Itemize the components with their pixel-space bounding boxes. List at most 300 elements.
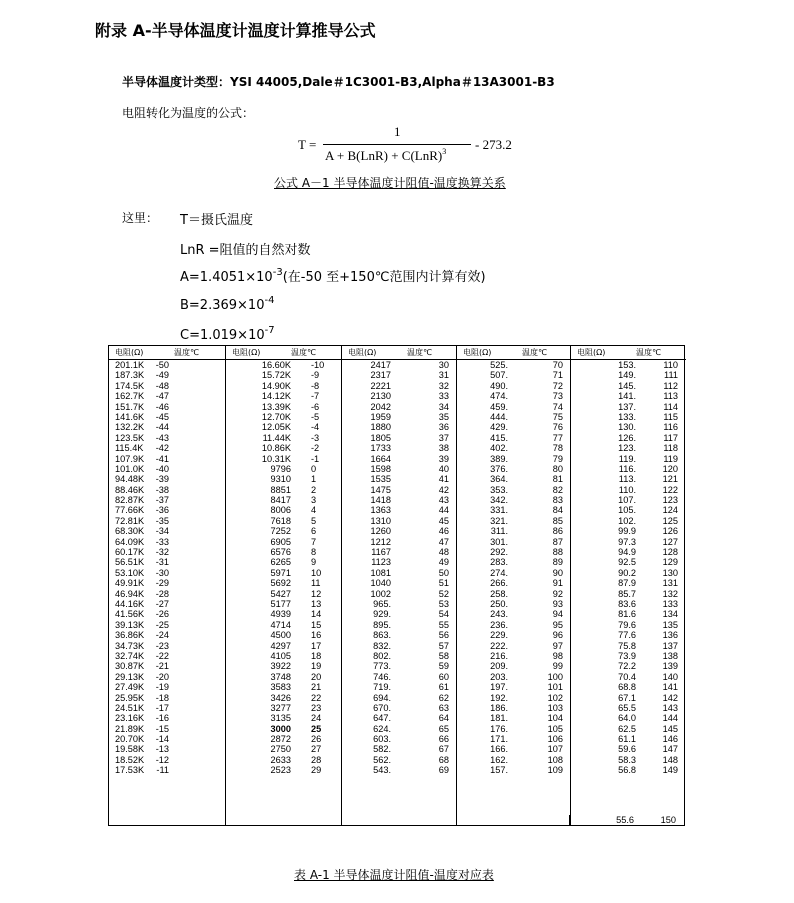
resistance-cell: 92.5 (618, 557, 636, 568)
resistance-cell: 582. (373, 744, 391, 755)
table-row (226, 568, 342, 578)
resistance-cell: 773. (373, 661, 391, 672)
resistance-cell: 157. (490, 765, 508, 776)
resistance-cell: 1260 (370, 526, 391, 537)
temperature-cell: -16 (155, 713, 169, 724)
resistance-cell: 56.8 (618, 765, 636, 776)
table-row (226, 474, 342, 484)
table-header (226, 346, 342, 360)
page-title: 附录 A-半导体温度计温度计算推导公式 (95, 21, 376, 40)
definition-c-value: C=1.019×10 (180, 328, 265, 343)
temperature-cell: -15 (155, 723, 169, 734)
temperature-cell: 149 (662, 765, 678, 776)
table-row (457, 599, 571, 609)
temperature-cell: 47 (438, 536, 449, 547)
table-row (226, 422, 342, 432)
table-row (226, 360, 342, 370)
temperature-cell: 63 (438, 702, 449, 713)
table-row (342, 744, 457, 754)
resistance-cell: 353. (490, 484, 508, 495)
temperature-cell: -12 (155, 754, 169, 765)
temperature-cell: 115 (663, 411, 678, 422)
temperature-cell: 33 (438, 391, 449, 402)
temperature-cell: 81 (552, 474, 563, 485)
temperature-cell: 143 (662, 702, 678, 713)
table-row (571, 370, 686, 380)
resistance-cell: 3583 (270, 682, 291, 693)
resistance-cell: 87.9 (618, 578, 636, 589)
temperature-cell: 139 (662, 661, 678, 672)
table-row (342, 672, 457, 682)
table-row (342, 641, 457, 651)
table-row (571, 381, 686, 391)
table-row (457, 734, 571, 744)
resistance-cell: 75.8 (618, 640, 636, 651)
temperature-cell: -44 (155, 422, 169, 433)
table-row (109, 391, 225, 401)
header-temperature: 温度℃ (174, 348, 199, 357)
resistance-cell: 36.86K (115, 630, 145, 641)
temperature-cell: 119 (663, 453, 678, 464)
table-row (109, 557, 225, 567)
table-row (226, 609, 342, 619)
resistance-cell: 99.9 (618, 526, 636, 537)
table-row (342, 724, 457, 734)
resistance-cell: 1212 (370, 536, 391, 547)
table-row (571, 391, 686, 401)
temperature-cell: 41 (438, 474, 449, 485)
temperature-cell: -48 (155, 380, 169, 391)
table-row (342, 370, 457, 380)
table-row (226, 672, 342, 682)
table-row (571, 402, 686, 412)
temperature-cell: 92 (552, 588, 563, 599)
resistance-cell: 12.70K (261, 411, 291, 422)
table-row (226, 537, 342, 547)
temperature-cell: 93 (552, 598, 563, 609)
temperature-cell: 26 (311, 734, 322, 745)
table-row (109, 724, 225, 734)
temperature-cell: 23 (311, 702, 322, 713)
temperature-cell: 109 (547, 765, 563, 776)
resistance-cell: 132.2K (115, 422, 145, 433)
table-row (109, 713, 225, 723)
resistance-cell: 1880 (370, 422, 391, 433)
resistance-cell: 236. (490, 619, 508, 630)
temperature-cell: 54 (438, 609, 449, 620)
temperature-cell: 73 (552, 391, 563, 402)
temperature-cell: 16 (311, 630, 322, 641)
table-row (571, 744, 686, 754)
temperature-cell: 78 (552, 443, 563, 454)
resistance-cell: 39.13K (115, 619, 145, 630)
resistance-cell: 474. (490, 391, 508, 402)
temperature-cell: 68 (438, 754, 449, 765)
temperature-cell: -30 (155, 567, 169, 578)
resistance-cell: 107. (618, 495, 636, 506)
resistance-cell: 2750 (270, 744, 291, 755)
resistance-cell: 2523 (270, 765, 291, 776)
resistance-cell: 67.1 (618, 692, 636, 703)
temperature-cell: 113 (663, 391, 678, 402)
table-row (342, 578, 457, 588)
temperature-cell: 148 (662, 754, 678, 765)
table-row (109, 599, 225, 609)
table-row (226, 734, 342, 744)
resistance-cell: 1418 (370, 495, 391, 506)
resistance-cell: 192. (490, 692, 508, 703)
temperature-cell: 38 (438, 443, 449, 454)
table-header (342, 346, 457, 360)
fraction-bar (323, 144, 471, 145)
resistance-cell: 15.72K (261, 370, 291, 381)
temperature-cell: 21 (311, 682, 322, 693)
temperature-cell: -41 (155, 453, 169, 464)
resistance-cell: 746. (373, 671, 391, 682)
table-row (457, 713, 571, 723)
resistance-cell: 243. (490, 609, 508, 620)
resistance-cell: 113. (618, 474, 636, 485)
temperature-cell: 75 (552, 411, 563, 422)
resistance-cell: 459. (490, 401, 508, 412)
table-row (457, 402, 571, 412)
table-row (457, 693, 571, 703)
resistance-cell: 7252 (270, 526, 291, 537)
resistance-cell: 141.6K (115, 411, 145, 422)
resistance-cell: 258. (490, 588, 508, 599)
temperature-cell: 69 (438, 765, 449, 776)
table-row (342, 454, 457, 464)
temperature-cell: 65 (438, 723, 449, 734)
table-row (571, 713, 686, 723)
table-row (342, 589, 457, 599)
table-row (342, 537, 457, 547)
header-temperature: 温度℃ (636, 348, 661, 357)
resistance-cell: 3135 (270, 713, 291, 724)
resistance-cell: 55.6 (616, 815, 634, 825)
resistance-cell: 133. (618, 411, 636, 422)
resistance-cell: 490. (490, 380, 508, 391)
table-row (457, 454, 571, 464)
table-row (226, 755, 342, 765)
temperature-cell: 49 (438, 557, 449, 568)
temperature-cell: 0 (311, 463, 317, 474)
resistance-cell: 525. (490, 360, 508, 370)
resistance-cell: 802. (373, 650, 391, 661)
temperature-cell: 133 (662, 598, 678, 609)
resistance-cell: 402. (490, 443, 508, 454)
table-row (226, 765, 342, 775)
resistance-cell: 116. (618, 463, 636, 474)
temperature-cell: 40 (438, 463, 449, 474)
temperature-cell: 57 (438, 640, 449, 651)
resistance-cell: 2130 (370, 391, 391, 402)
temperature-cell: 79 (552, 453, 563, 464)
resistance-cell: 151.7K (115, 401, 145, 412)
temperature-cell: -36 (155, 505, 169, 516)
table-row (571, 651, 686, 661)
resistance-cell: 8417 (270, 495, 291, 506)
resistance-cell: 13.39K (261, 401, 291, 412)
resistance-cell: 70.4 (618, 671, 636, 682)
table-row (109, 422, 225, 432)
temperature-cell: 105 (547, 723, 563, 734)
table-row (342, 609, 457, 619)
temperature-cell: -17 (155, 702, 169, 713)
table-row (457, 474, 571, 484)
resistance-cell: 187.3K (115, 370, 145, 381)
table-row (109, 381, 225, 391)
table-row (571, 682, 686, 692)
table-row (109, 703, 225, 713)
table-row (109, 485, 225, 495)
table-row (109, 516, 225, 526)
table-row (571, 620, 686, 630)
table-row (571, 454, 686, 464)
table-row (457, 485, 571, 495)
resistance-cell: 115.4K (115, 443, 144, 454)
resistance-cell: 8006 (270, 505, 291, 516)
resistance-cell: 429. (490, 422, 508, 433)
resistance-cell: 162. (490, 754, 508, 765)
table-row (226, 589, 342, 599)
table-row (226, 557, 342, 567)
table-row (457, 537, 571, 547)
table-row (571, 412, 686, 422)
resistance-cell: 5427 (270, 588, 291, 599)
resistance-cell: 2633 (270, 754, 291, 765)
table-row (109, 641, 225, 651)
resistance-cell: 171. (490, 734, 508, 745)
table-row (342, 381, 457, 391)
where-label: 这里： (122, 211, 159, 225)
temperature-cell: 130 (662, 567, 678, 578)
temperature-cell: 135 (662, 619, 678, 630)
temperature-cell: 56 (438, 630, 449, 641)
table-column (341, 346, 457, 825)
table-row (109, 474, 225, 484)
temperature-cell: 82 (552, 484, 563, 495)
table-row (342, 682, 457, 692)
temperature-cell: 42 (438, 484, 449, 495)
resistance-cell: 4105 (270, 650, 291, 661)
temperature-cell: -47 (155, 391, 169, 402)
table-row (226, 578, 342, 588)
temperature-cell: 53 (438, 598, 449, 609)
temperature-cell: 77 (552, 432, 563, 443)
resistance-cell: 311. (490, 526, 508, 537)
table-row (109, 454, 225, 464)
table-row (571, 599, 686, 609)
temperature-cell: 98 (552, 650, 563, 661)
table-row (571, 516, 686, 526)
temperature-cell: -21 (155, 661, 169, 672)
resistance-cell: 18.52K (115, 754, 145, 765)
table-row (342, 661, 457, 671)
table-row (109, 693, 225, 703)
temperature-cell: 52 (438, 588, 449, 599)
table-row (571, 495, 686, 505)
temperature-cell: 20 (311, 671, 322, 682)
table-row (226, 402, 342, 412)
temperature-cell: 12 (311, 588, 322, 599)
table-row (109, 537, 225, 547)
resistance-cell: 141. (618, 391, 636, 402)
resistance-cell: 1598 (370, 463, 391, 474)
definition-b (180, 295, 274, 313)
resistance-cell: 83.6 (618, 598, 636, 609)
temperature-cell: 32 (438, 380, 449, 391)
resistance-cell: 10.31K (261, 453, 291, 464)
table-row (109, 526, 225, 536)
temperature-cell: 106 (547, 734, 563, 745)
table-row (457, 651, 571, 661)
temperature-cell: 121 (662, 474, 678, 485)
resistance-cell: 153. (618, 360, 636, 370)
temperature-cell: 95 (552, 619, 563, 630)
resistance-cell: 274. (490, 567, 508, 578)
table-row (226, 620, 342, 630)
definition-c (180, 325, 275, 343)
table-column (570, 346, 686, 825)
temperature-cell: 142 (662, 692, 678, 703)
header-resistance: 电阻(Ω) (115, 348, 144, 357)
resistance-cell: 68.8 (618, 682, 636, 693)
table-row (226, 724, 342, 734)
resistance-cell: 3277 (270, 702, 291, 713)
resistance-cell: 301. (490, 536, 508, 547)
header-resistance: 电阻(Ω) (463, 348, 492, 357)
temperature-cell: 62 (438, 692, 449, 703)
formula-caption: 公式 A－1 半导体温度计阻值-温度换算关系 (274, 176, 506, 190)
table-row (226, 703, 342, 713)
table-row (342, 620, 457, 630)
temperature-cell: 96 (552, 630, 563, 641)
resistance-cell: 20.70K (115, 734, 145, 745)
temperature-cell: 74 (552, 401, 563, 412)
table-row (226, 443, 342, 453)
temperature-cell: -3 (311, 432, 320, 443)
temperature-cell: 11 (311, 578, 321, 589)
resistance-cell: 1535 (370, 474, 391, 485)
temperature-cell: -43 (155, 432, 169, 443)
resistance-cell: 229. (490, 630, 508, 641)
temperature-cell: 55 (438, 619, 449, 630)
temperature-cell: -2 (311, 443, 320, 454)
resistance-cell: 3922 (270, 661, 291, 672)
table-row (571, 557, 686, 567)
resistance-cell: 6576 (270, 547, 291, 558)
temperature-cell: 85 (552, 515, 563, 526)
temperature-cell: 146 (662, 734, 678, 745)
table-row (457, 620, 571, 630)
table-row (457, 516, 571, 526)
temperature-cell: 76 (552, 422, 563, 433)
table-row (342, 651, 457, 661)
temperature-cell: 48 (438, 547, 449, 558)
temperature-cell: 58 (438, 650, 449, 661)
temperature-cell: 103 (547, 702, 563, 713)
table-row (457, 568, 571, 578)
resistance-cell: 201.1K (115, 360, 145, 370)
table-row (571, 526, 686, 536)
table-row (226, 693, 342, 703)
formula-numerator: 1 (394, 124, 401, 139)
resistance-cell: 32.74K (115, 650, 145, 661)
temperature-cell: 37 (438, 432, 449, 443)
resistance-cell: 94.48K (115, 474, 145, 485)
temperature-cell: 39 (438, 453, 449, 464)
table-row (226, 391, 342, 401)
resistance-cell: 64.0 (618, 713, 636, 724)
resistance-cell: 24.51K (115, 702, 145, 713)
formula-exponent: 3 (442, 147, 447, 156)
table-row (342, 547, 457, 557)
table-row (109, 661, 225, 671)
table-row (109, 505, 225, 515)
temperature-cell: 72 (552, 380, 563, 391)
temperature-cell: 17 (311, 640, 322, 651)
temperature-cell: 107 (547, 744, 563, 755)
resistance-cell: 85.7 (618, 588, 636, 599)
resistance-cell: 46.94K (115, 588, 145, 599)
table-column (225, 346, 342, 825)
table-row (571, 724, 686, 734)
temperature-cell: -45 (155, 411, 169, 422)
resistance-cell: 266. (490, 578, 508, 589)
temperature-cell: 67 (438, 744, 449, 755)
table-header (457, 346, 571, 360)
resistance-cell: 1733 (370, 443, 391, 454)
header-resistance: 电阻(Ω) (232, 348, 261, 357)
temperature-cell: 7 (311, 536, 317, 547)
resistance-temperature-table (108, 345, 685, 826)
temperature-cell: -31 (155, 557, 169, 568)
resistance-cell: 60.17K (115, 547, 145, 558)
table-row (342, 713, 457, 723)
resistance-cell: 30.87K (115, 661, 145, 672)
table-overflow-cell (569, 815, 685, 826)
resistance-cell: 216. (490, 650, 508, 661)
resistance-cell: 12.05K (261, 422, 291, 433)
table-row (457, 724, 571, 734)
formula-intro: 电阻转化为温度的公式： (122, 106, 255, 120)
temperature-cell: 136 (662, 630, 678, 641)
resistance-cell: 1081 (370, 567, 391, 578)
temperature-cell: -22 (155, 650, 169, 661)
definition-b-exponent: -4 (264, 295, 275, 306)
table-row (342, 526, 457, 536)
temperature-cell: 9 (311, 557, 317, 568)
temperature-cell: 6 (311, 526, 317, 537)
resistance-cell: 694. (373, 692, 391, 703)
table-row (109, 744, 225, 754)
table-row (226, 641, 342, 651)
resistance-cell: 719. (373, 682, 391, 693)
table-row (571, 505, 686, 515)
temperature-cell: 132 (662, 588, 678, 599)
resistance-cell: 102. (618, 515, 636, 526)
resistance-cell: 292. (490, 547, 508, 558)
temperature-cell: -9 (311, 370, 320, 381)
resistance-cell: 6905 (270, 536, 291, 547)
table-row (457, 755, 571, 765)
temperature-cell: 70 (552, 360, 563, 370)
resistance-cell: 58.3 (618, 754, 636, 765)
table-row (457, 422, 571, 432)
table-row (109, 402, 225, 412)
temperature-cell: 116 (663, 422, 678, 433)
